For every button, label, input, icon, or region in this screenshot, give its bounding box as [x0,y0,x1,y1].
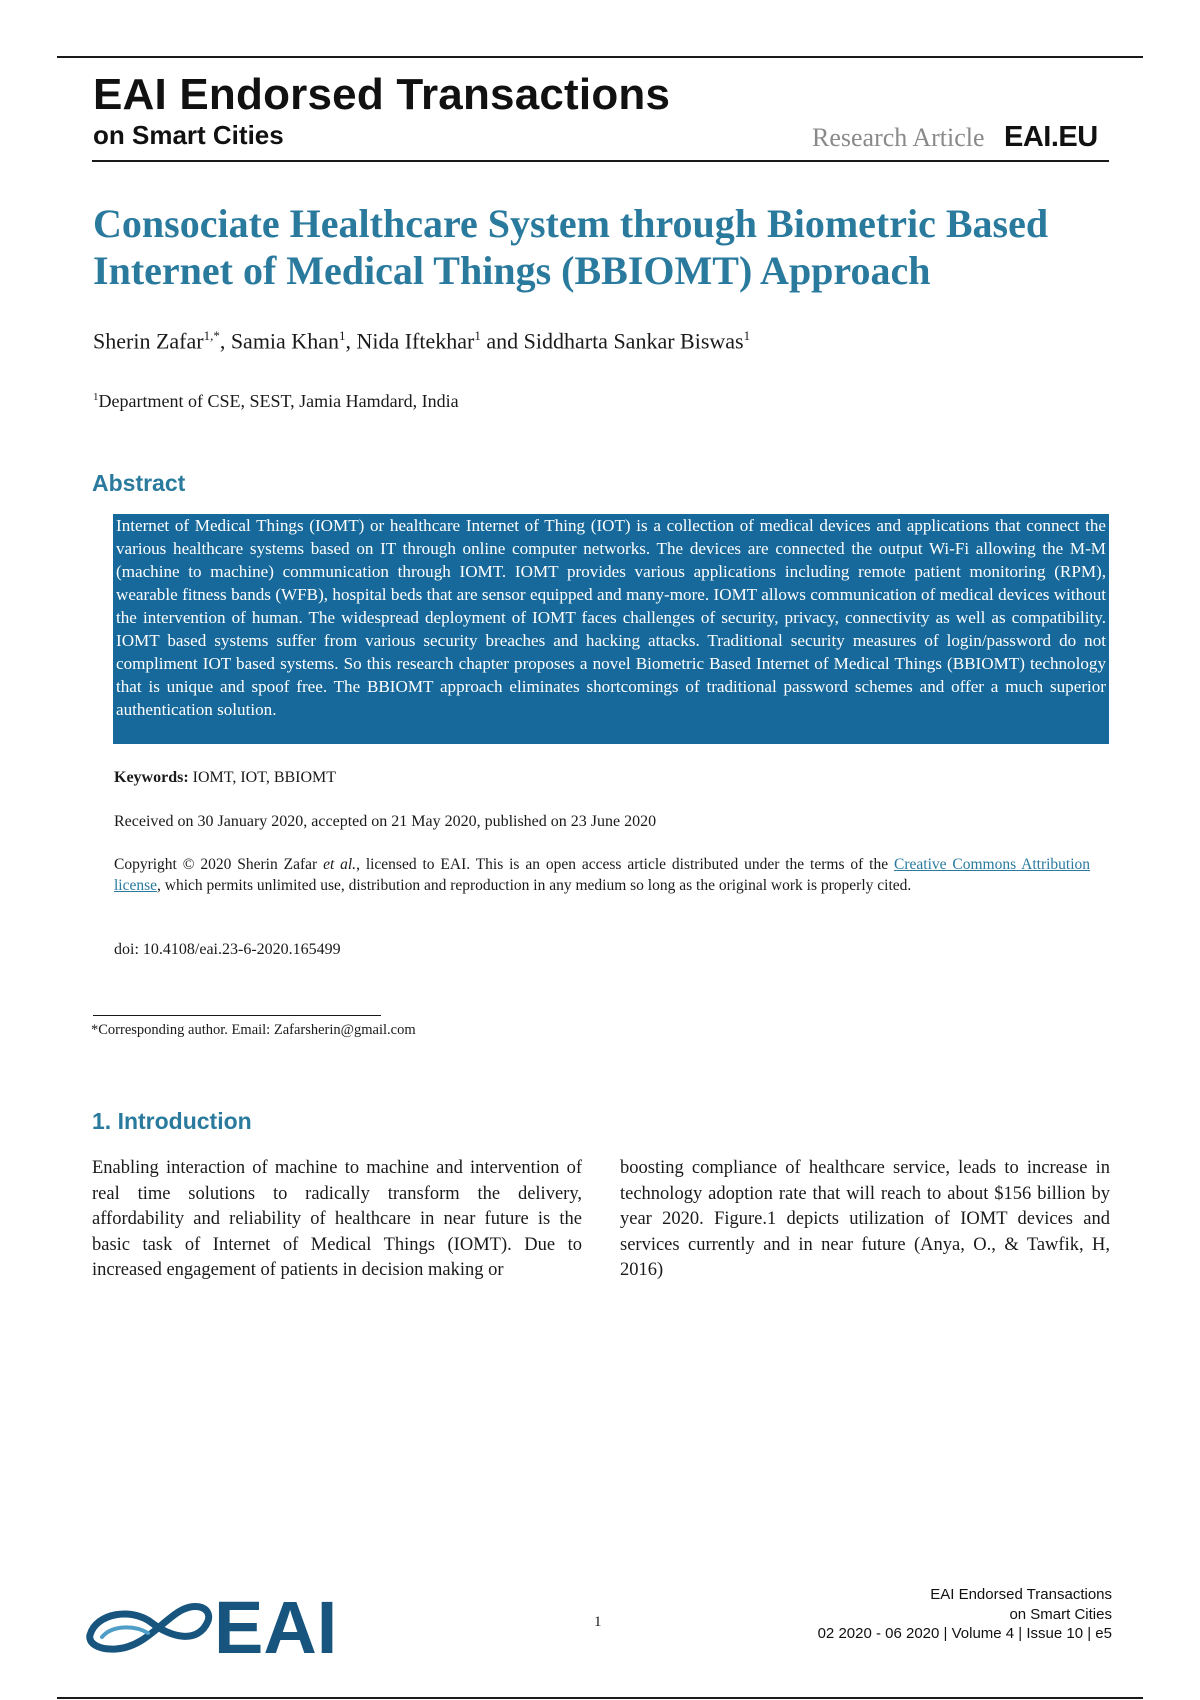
header-rule [92,160,1109,162]
title-line-1: Consociate Healthcare System through Biometric Based [93,201,1049,246]
author-name: Sherin Zafar [93,328,204,354]
affiliation [93,391,459,412]
title-line-2: Internet of Medical Things (BBIOMT) Approach [93,248,931,293]
footnote-rule [93,1015,381,1016]
author-sup: 1 [743,328,751,343]
author-name: Nida Iftekhar [356,328,475,354]
copyright-pre: Copyright © 2020 Sherin Zafar [114,856,318,873]
copyright-post: , which permits unlimited use, distribution and reproduction in any medium so long as the original work is properly cited. [157,877,912,894]
footer-line-1: EAI Endorsed Transactions [930,1586,1112,1603]
affiliation-text: Department of CSE, SEST, Jamia Hamdard, India [98,391,459,411]
eai-logo-text: EAI [214,1586,336,1663]
affiliation-sup: 1 [93,391,99,403]
corresponding-author-footnote: *Corresponding author. Email: Zafarsherin@gmail.com [91,1022,416,1038]
article-type: Research Article [812,123,985,152]
footer-line-3: 02 2020 - 06 2020 | Volume 4 | Issue 10 | e5 [817,1625,1112,1642]
journal-title: EAI Endorsed Transactions [93,70,671,119]
keywords-value: IOMT, IOT, BBIOMT [192,769,337,786]
author-sup: 1 [474,328,481,343]
bottom-rule [57,1697,1143,1699]
paper-title [93,200,1123,294]
publication-dates: Received on 30 January 2020, accepted on 21 May 2020, published on 23 June 2020 [114,813,657,830]
copyright-mid: , licensed to EAI. This is an open access article distributed under the terms of the [356,856,889,873]
keywords-label: Keywords: [114,769,189,786]
author-sup: 1 [338,328,346,343]
top-rule [57,56,1143,58]
copyright-notice [114,854,1090,896]
keywords [114,767,1090,788]
abstract-text[interactable]: Internet of Medical Things (IOMT) or healthcare Internet of Thing (IOT) is a collection of medical devices and applications that connect the various healthcare systems based on IT through online computer networks. The devices are connected the output Wi-Fi allowing the M-M (machine to machine) communication through IOMT. IOMT provides various applications including remote patient monitoring (RPM), wearable fitness bands (WFB), hospital beds that are sensor equipped and many-more. IOMT allows communication of medical devices without the intervention of human. The widespread deployment of IOMT faces challenges of security, privacy, connectivity as well as compatibility. IOMT based systems suffer from various security breaches and hacking attacks. Traditional security measures of login/password do not compliment IOT based systems. So this research chapter proposes a novel Biometric Based Internet of Medical Things (BBIOMT) technology that is unique and spoof free. The BBIOMT approach eliminates shortcomings of traditional password schemes and offer a much superior authentication solution. [113,514,1109,744]
footer-citation [740,1585,1112,1644]
author-list [93,328,750,354]
author-sep: , [219,328,231,354]
footer-line-2: on Smart Cities [1009,1605,1112,1623]
intro-column-right: boosting compliance of healthcare service, leads to increase in technology adoption rate that will reach to about $156 billion by year 2020. Figure.1 depicts utilization of IOMT devices and services currently and in near future (Anya, O., & Tawfik, H, 2016) [620,1158,1110,1280]
eai-logo [86,1585,336,1668]
author-sep: and [480,328,524,354]
license-link[interactable]: Creative Commons Attribution license [114,856,1091,894]
author-sup: 1,* [203,328,220,343]
publisher-mark: EAI.EU [1004,121,1098,153]
page-number: 1 [594,1614,602,1630]
abstract-heading: Abstract [92,470,186,496]
author-sep: , [345,328,357,354]
journal-subtitle: on Smart Cities [93,120,284,150]
author-name: Siddharta Sankar Biswas [523,328,744,354]
doi: doi: 10.4108/eai.23-6-2020.165499 [114,941,341,958]
intro-column-left: Enabling interaction of machine to machine and intervention of real time solutions to radically transform the delivery, affordability and reliability of healthcare in near future is the basic task of Internet of Medical Things (IOMT). Due to increased engagement of patients in decision making or [92,1158,582,1280]
introduction-heading: 1. Introduction [92,1108,252,1134]
copyright-etal: et al. [323,856,357,873]
author-name: Samia Khan [230,328,339,354]
eai-logo-swoosh-icon [86,1585,336,1663]
